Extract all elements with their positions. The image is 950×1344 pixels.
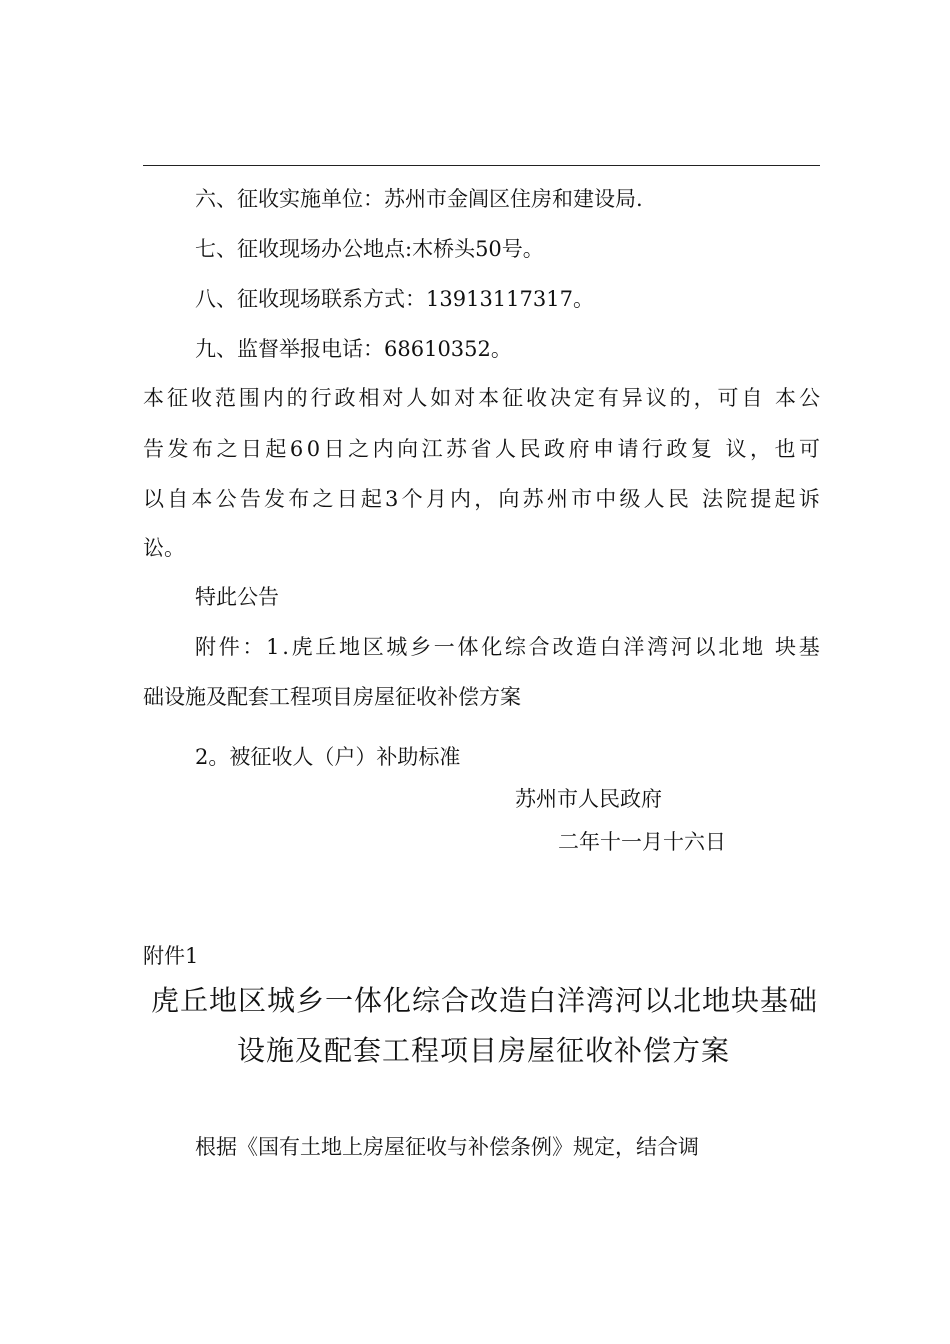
appeal-line-1: 本 征 收 范 围 内 的 行 政 相 对 人 如 对 本 征 收 决 定 有 异 议 的 ， 可 自 本 公 bbox=[143, 386, 820, 410]
notice-closing: 特此公告 bbox=[195, 585, 279, 609]
attachment-line-1: 附 件 ： 1 . 虎 丘 地 区 城 乡 一 体 化 综 合 改 造 白 洋 湾 河 以 北 地 块 基 bbox=[195, 635, 820, 659]
signature-date: 二年十一月十六日 bbox=[558, 830, 726, 854]
attachment-item-2: 2。被征收人（户）补助标准 bbox=[195, 745, 461, 769]
item-site-office: 七、征收现场办公地点:木桥头50号。 bbox=[195, 237, 544, 261]
item-implementing-unit: 六、征收实施单位：苏州市金阊区住房和建设局. bbox=[195, 187, 643, 211]
attachment-line-2: 础设施及配套工程项目房屋征收补偿方案 bbox=[143, 685, 521, 709]
appeal-line-4: 讼。 bbox=[143, 536, 185, 560]
appendix-label: 附件1 bbox=[143, 944, 199, 968]
appeal-line-3: 以 自 本 公 告 发 布 之 日 起 3 个 月 内 ， 向 苏 州 市 中 级 人 民 法 院 提 起 诉 bbox=[143, 487, 820, 511]
item-report-phone: 九、监督举报电话：68610352。 bbox=[195, 337, 512, 361]
appendix-title-line-2: 设施及配套工程项目房屋征收补偿方案 bbox=[237, 1034, 731, 1067]
signature-org: 苏州市人民政府 bbox=[515, 787, 662, 811]
appendix-title-line-1: 虎丘地区城乡一体化综合改造白洋湾河以北地块基础 bbox=[151, 984, 819, 1017]
appeal-line-2: 告 发 布 之 日 起 6 0 日 之 内 向 江 苏 省 人 民 政 府 申 请 行 政 复 议 ， 也 可 bbox=[143, 437, 820, 461]
item-site-contact: 八、征收现场联系方式：13913117317。 bbox=[195, 287, 594, 311]
appendix-body-start: 根据《国有土地上房屋征收与补偿条例》规定，结合调 bbox=[195, 1135, 699, 1159]
header-divider bbox=[143, 165, 820, 166]
